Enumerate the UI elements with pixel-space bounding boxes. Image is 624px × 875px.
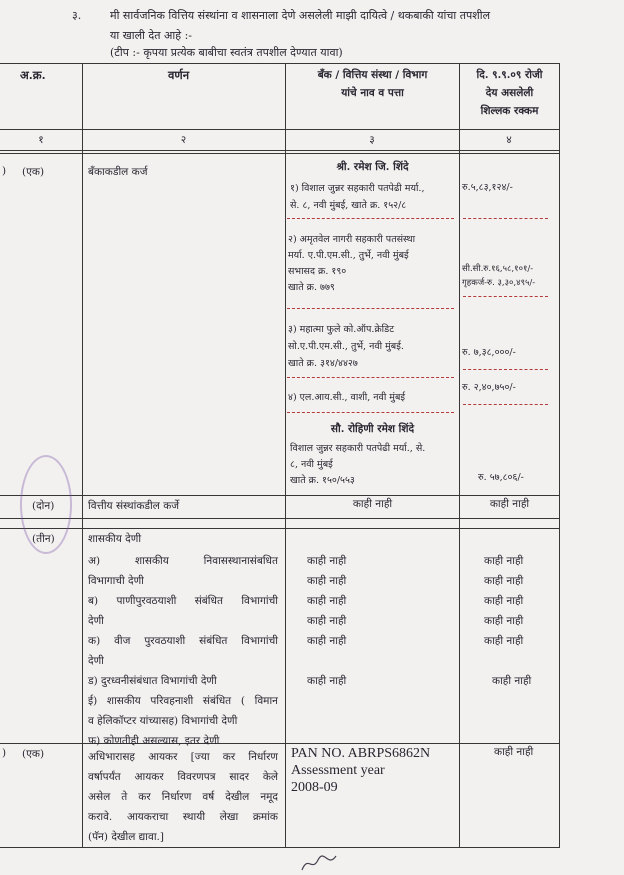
section-number: ३.	[72, 9, 82, 22]
column-number: २	[180, 134, 187, 146]
column-number: ४	[506, 134, 512, 146]
intro-line-1: मी सार्वजनिक वित्तिय संस्थांना व शासनाला देणे असलेली माझी दायित्वे / थकबाकी यांचा तपशील	[110, 9, 491, 22]
loan-amount-1: रु.५,८३,१२४/-	[462, 182, 513, 193]
signature-mark	[300, 850, 340, 875]
row-serial: (एक)	[22, 748, 45, 760]
dashed-separator	[463, 404, 548, 405]
loan-4: ४) एल.आय.सी., वाशी, नवी मुंबई	[288, 392, 406, 403]
loan-amount-3: रु. ७,३८,०००/-	[462, 347, 516, 358]
row-serial: (दोन)	[32, 500, 55, 512]
loan-amount-5: रु. ५७,८०६/-	[478, 472, 524, 483]
govt-dues-institution: काही नाही काही नाही काही नाही काही नाही काही नाही काही नाही	[307, 555, 347, 687]
loan-1: १) विशाल जुन्नर सहकारी पतपेढी मर्या., से. ८, नवी मुंबई, खाते क्र. १५२/८	[290, 183, 425, 211]
row-heading: शासकीय देणी	[88, 533, 142, 545]
income-tax-description: अधिभारासह आयकर [ज्या कर निर्धारण वर्षापर्यंत आयकर विवरणपत्र सादर केले असेल ते कर निर्धारण वर्ष देखील नमूद करावे. आयकराचा स्थायी लेखा क्रमांक (पॅन) देखील द्यावा.]	[88, 751, 278, 843]
row-description: वित्तीय संस्थांकडील कर्जे	[88, 500, 180, 512]
row-institution: काही नाही	[352, 498, 393, 510]
borrower-name: सौ. रोहिणी रमेश शिंदे	[330, 423, 415, 435]
column-number: ३	[369, 134, 375, 146]
dashed-separator	[287, 308, 454, 309]
header-description: वर्णन	[168, 68, 190, 82]
dashed-separator	[463, 369, 548, 370]
pan-details: PAN NO. ABRPS6862N Assessment year 2008-09	[291, 746, 431, 795]
row-serial-prefix: )	[2, 165, 7, 177]
row-serial: (तीन)	[32, 533, 55, 545]
header-institution: बँक / वित्तिय संस्था / विभाग यांचे नाव व पत्ता	[317, 69, 428, 99]
loan-5: विशाल जुन्नर सहकारी पतपेढी मर्या., से. ८, नवी मुंबई खाते क्र. १५०/५५३	[290, 443, 426, 486]
row-serial-prefix: )	[2, 747, 7, 759]
header-amount: दि. ९.९.०९ रोजी देय असलेली शिल्लक रक्कम	[476, 69, 543, 117]
govt-dues-item: अ) शासकीय निवासस्थानासंबधित विभागाची देणी ब) पाणीपुरवठयाशी संबंधित विभागांची देणी क) वीज पुरवठयाशी संबंधित विभागांची देणी ड) दुरध्वनीसंबंधात विभागांची देणी ई) शासकीय परिवहनाशी संबंधित ( विमान व हेलिकॉप्टर यांच्यासह) विभागांची देणी फ) कोणतीही असल्यास, इतर देणी	[88, 555, 278, 747]
loan-amount-2: सी.सी.रु.१६,५८,१०१/- गृहकर्ज-रु. ३,३०,४९५/-	[462, 264, 536, 288]
govt-dues-amount: काही नाही काही नाही काही नाही काही नाही काही नाही काही नाही	[484, 555, 532, 687]
dashed-separator	[463, 296, 548, 297]
loan-amount-4: रु. २,४०,७५०/-	[462, 382, 516, 393]
row-amount: काही नाही	[489, 498, 530, 510]
header-serial-no: अ.क्र.	[20, 68, 46, 82]
dashed-separator	[287, 218, 454, 219]
loan-2: २) अमृतवेल नागरी सहकारी पतसंस्था मर्या. ए.पी.एम.सी., तुर्भे, नवी मुंबई सभासद क्र. १९० खाते क्र. ७७९	[288, 234, 416, 293]
intro-note: (टीप :- कृपया प्रत्येक बाबीचा स्वतंत्र तपशील देण्यात यावा)	[110, 46, 343, 59]
loan-3: ३) महात्मा फुले को.ऑप.क्रेडिट सो.ए.पी.एम.सी., तुर्भे, नवी मुंबई. खाते क्र. ३१४/४४२७	[288, 324, 404, 369]
dashed-separator	[463, 218, 548, 219]
borrower-name: श्री. रमेश जि. शिंदे	[336, 161, 409, 173]
intro-line-2: या खाली देत आहे :-	[110, 29, 192, 42]
dashed-separator	[287, 412, 454, 413]
income-tax-amount: काही नाही	[494, 746, 534, 758]
column-number: १	[38, 134, 44, 146]
row-description: बँकाकडील कर्ज	[88, 166, 148, 178]
row-serial: (एक)	[22, 166, 45, 178]
dashed-separator	[287, 377, 454, 378]
